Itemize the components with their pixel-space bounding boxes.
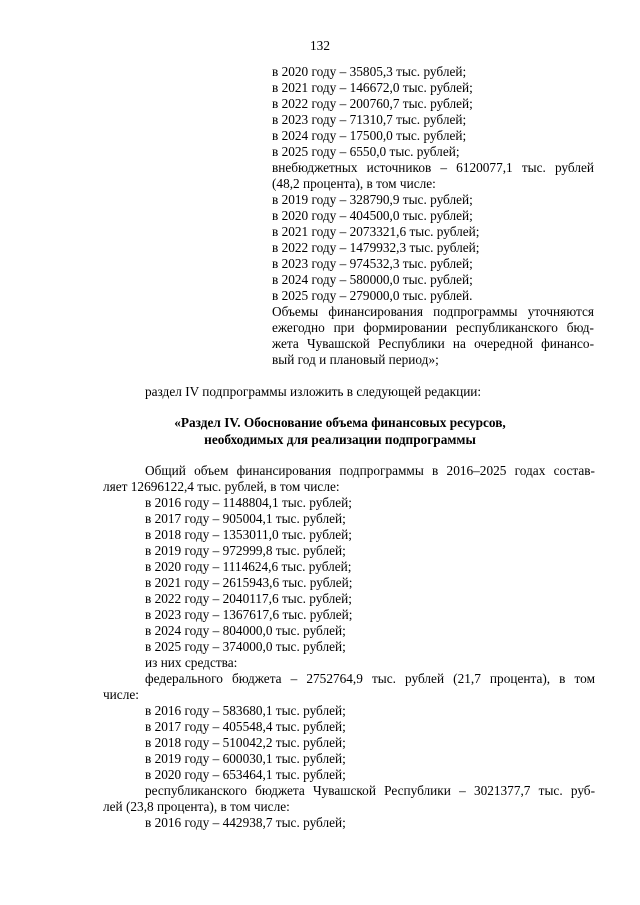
text-line: внебюджетных источников – 6120077,1 тыс. рублей — [272, 160, 594, 175]
text-line: в 2021 году – 146672,0 тыс. рублей; — [272, 80, 473, 95]
paragraph-line: федерального бюджета – 2752764,9 тыс. рублей (21,7 процента), в том — [145, 671, 595, 686]
page-number: 132 — [310, 38, 330, 53]
year-line: в 2017 году – 905004,1 тыс. рублей; — [145, 511, 346, 526]
text-line: в 2024 году – 17500,0 тыс. рублей; — [272, 128, 467, 143]
text-line: Объемы финансирования подпрограммы уточняются — [272, 304, 594, 319]
year-line: в 2017 году – 405548,4 тыс. рублей; — [145, 719, 346, 734]
paragraph-line: лей (23,8 процента), в том числе: — [103, 799, 290, 814]
text-line: в 2019 году – 328790,9 тыс. рублей; — [272, 192, 473, 207]
paragraph-line: Общий объем финансирования подпрограммы в 2016–2025 годах состав- — [145, 463, 595, 478]
year-line: в 2021 году – 2615943,6 тыс. рублей; — [145, 575, 353, 590]
text-line: в 2023 году – 71310,7 тыс. рублей; — [272, 112, 467, 127]
year-line: в 2023 году – 1367617,6 тыс. рублей; — [145, 607, 353, 622]
year-line: в 2020 году – 653464,1 тыс. рублей; — [145, 767, 346, 782]
text-line: в 2022 году – 200760,7 тыс. рублей; — [272, 96, 473, 111]
paragraph-line: числе: — [103, 687, 139, 702]
year-line: в 2016 году – 1148804,1 тыс. рублей; — [145, 495, 352, 510]
year-line: в 2018 году – 1353011,0 тыс. рублей; — [145, 527, 352, 542]
text-line: в 2023 году – 974532,3 тыс. рублей; — [272, 256, 473, 271]
year-line: в 2022 году – 2040117,6 тыс. рублей; — [145, 591, 352, 606]
text-line: в 2024 году – 580000,0 тыс. рублей; — [272, 272, 473, 287]
paragraph-line: ляет 12696122,4 тыс. рублей, в том числе: — [103, 479, 340, 494]
year-line: в 2024 году – 804000,0 тыс. рублей; — [145, 623, 346, 638]
text-line: в 2022 году – 1479932,3 тыс. рублей; — [272, 240, 480, 255]
year-line: в 2019 году – 972999,8 тыс. рублей; — [145, 543, 346, 558]
section-heading-line-1: «Раздел IV. Обоснование объема финансовых ресурсов, — [174, 415, 506, 430]
text-line: ежегодно при формировании республиканского бюд- — [272, 320, 594, 335]
year-line: в 2018 году – 510042,2 тыс. рублей; — [145, 735, 346, 750]
text-line: вый год и плановый период»; — [272, 352, 439, 367]
year-line: в 2025 году – 374000,0 тыс. рублей; — [145, 639, 346, 654]
year-line: в 2016 году – 442938,7 тыс. рублей; — [145, 815, 346, 830]
year-line: в 2020 году – 1114624,6 тыс. рублей; — [145, 559, 352, 574]
text-line: в 2021 году – 2073321,6 тыс. рублей; — [272, 224, 480, 239]
text-line: в 2020 году – 35805,3 тыс. рублей; — [272, 64, 467, 79]
text-line: жета Чувашской Республики на очередной финансо- — [272, 336, 594, 351]
year-line: в 2016 году – 583680,1 тыс. рублей; — [145, 703, 346, 718]
year-line: в 2019 году – 600030,1 тыс. рублей; — [145, 751, 346, 766]
text-line: в 2025 году – 6550,0 тыс. рублей; — [272, 144, 460, 159]
paragraph-line: республиканского бюджета Чувашской Республики – 3021377,7 тыс. руб- — [145, 783, 595, 798]
text-line: (48,2 процента), в том числе: — [272, 176, 436, 191]
instruction-text: раздел IV подпрограммы изложить в следующей редакции: — [145, 384, 482, 399]
text-line: в 2020 году – 404500,0 тыс. рублей; — [272, 208, 473, 223]
text-line: в 2025 году – 279000,0 тыс. рублей. — [272, 288, 473, 303]
text-line: из них средства: — [145, 655, 238, 670]
section-heading-line-2: необходимых для реализации подпрограммы — [204, 432, 476, 447]
